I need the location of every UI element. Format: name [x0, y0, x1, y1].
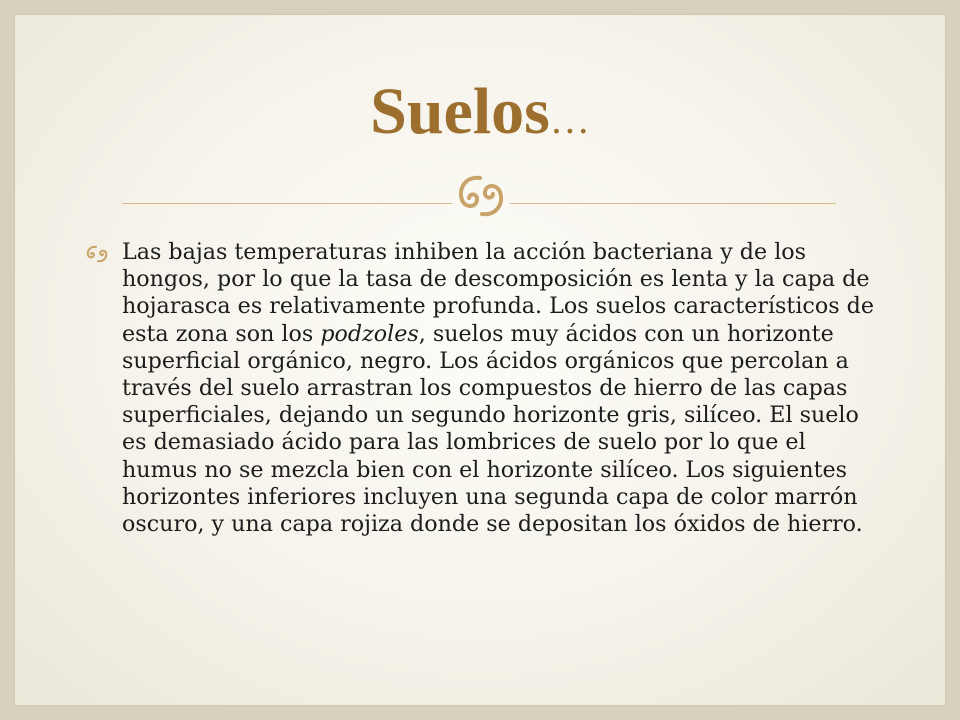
body-paragraph	[122, 239, 882, 538]
paragraph-emphasis-podzoles: podzoles	[320, 320, 419, 347]
title-ellipsis: …	[549, 97, 590, 142]
divider-line-right	[510, 203, 836, 204]
paragraph-part-2: , suelos muy ácidos con un horizonte superficial orgánico, negro. Los ácidos orgánicos que percolan a través del suelo arrastran los compuestos de hierro de las capas superficiales, dejando un segundo horizonte gris, silíceo. El suelo es demasiado ácido para las lombrices de suelo por lo que el humus no se mezcla bien con el horizonte silíceo. Los siguientes horizontes inferiores incluyen una segunda capa de color marrón oscuro, y una capa rojiza donde se depositan los óxidos de hierro.	[122, 320, 863, 538]
divider-line-left	[122, 203, 452, 204]
slide-title	[0, 72, 960, 160]
title-text: Suelos	[370, 75, 550, 148]
double-curl-ornament-icon	[452, 170, 510, 222]
paragraph-part-1: Las bajas temperaturas inhiben la acción bacteriana y de los hongos, por lo que la tasa de descomposición es lenta y la capa de hojarasca es relativamente profunda. Los suelos característicos de esta zona son los	[122, 239, 874, 347]
curl-bullet-icon	[85, 244, 109, 264]
